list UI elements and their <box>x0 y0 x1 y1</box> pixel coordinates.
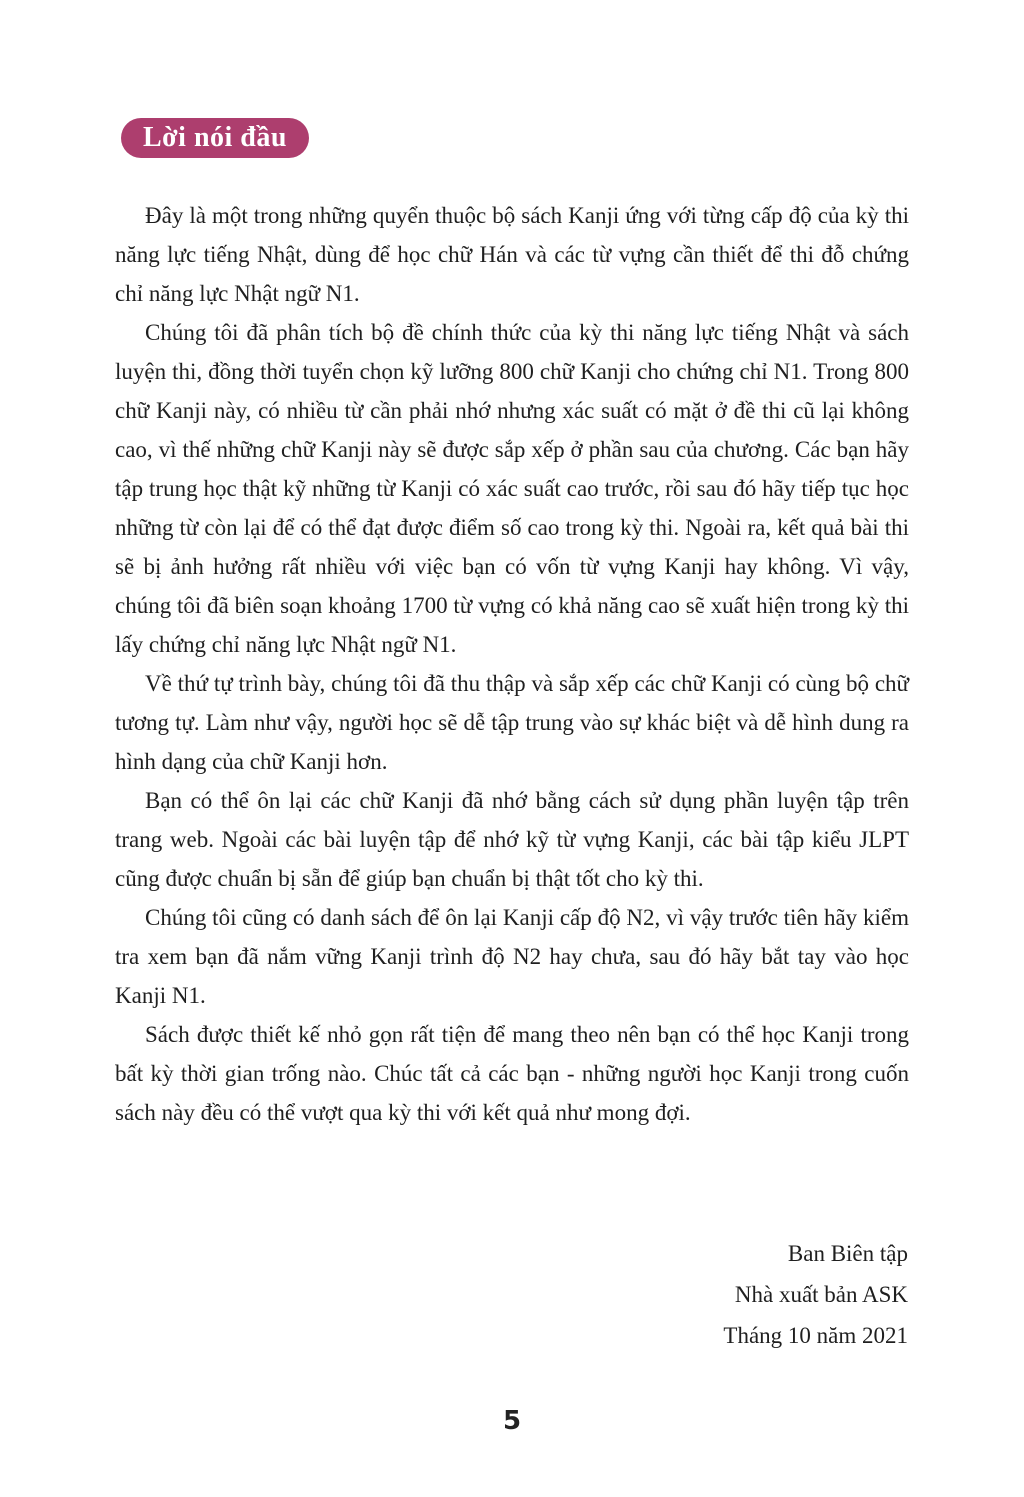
foreword-badge <box>121 118 309 158</box>
paragraph: Chúng tôi đã phân tích bộ đề chính thức của kỳ thi năng lực tiếng Nhật và sách luyện thi, đồng thời tuyển chọn kỹ lưỡng 800 chữ Kanji cho chứng chỉ N1. Trong 800 chữ Kanji này, có nhiều từ cần phải nhớ nhưng xác suất có mặt ở đề thi cũ lại không cao, vì thế những chữ Kanji này sẽ được sắp xếp ở phần sau của chương. Các bạn hãy tập trung học thật kỹ những từ Kanji có xác suất cao trước, rồi sau đó hãy tiếp tục học những từ còn lại để có thể đạt được điểm số cao trong kỳ thi. Ngoài ra, kết quả bài thi sẽ bị ảnh hưởng rất nhiều với việc bạn có vốn từ vựng Kanji hay không. Vì vậy, chúng tôi đã biên soạn khoảng 1700 từ vựng có khả năng cao sẽ xuất hiện trong kỳ thi lấy chứng chỉ năng lực Nhật ngữ N1. <box>115 320 909 657</box>
paragraph: Bạn có thể ôn lại các chữ Kanji đã nhớ bằng cách sử dụng phần luyện tập trên trang web. Ngoài các bài luyện tập để nhớ kỹ từ vựng Kanji, các bài tập kiểu JLPT cũng được chuẩn bị sẵn để giúp bạn chuẩn bị thật tốt cho kỳ thi. <box>115 788 909 891</box>
foreword-badge-label: Lời nói đầu <box>143 122 287 153</box>
paragraph: Về thứ tự trình bày, chúng tôi đã thu thập và sắp xếp các chữ Kanji có cùng bộ chữ tương tự. Làm như vậy, người học sẽ dễ tập trung vào sự khác biệt và dễ hình dung ra hình dạng của chữ Kanji hơn. <box>115 671 909 774</box>
signature-block <box>723 1233 908 1356</box>
signature-line-publisher: Nhà xuất bản ASK <box>734 1282 908 1307</box>
paragraph: Đây là một trong những quyển thuộc bộ sách Kanji ứng với từng cấp độ của kỳ thi năng lực tiếng Nhật, dùng để học chữ Hán và các từ vựng cần thiết để thi đỗ chứng chỉ năng lực Nhật ngữ N1. <box>115 203 909 306</box>
signature-line-editorial-board: Ban Biên tập <box>787 1241 908 1266</box>
paragraph: Chúng tôi cũng có danh sách để ôn lại Kanji cấp độ N2, vì vậy trước tiên hãy kiểm tra xem bạn đã nắm vững Kanji trình độ N2 hay chưa, sau đó hãy bắt tay vào học Kanji N1. <box>115 905 909 1008</box>
page-number: 5 <box>502 1406 522 1436</box>
paragraph: Sách được thiết kế nhỏ gọn rất tiện để mang theo nên bạn có thể học Kanji trong bất kỳ thời gian trống nào. Chúc tất cả các bạn - những người học Kanji trong cuốn sách này đều có thể vượt qua kỳ thi với kết quả như mong đợi. <box>115 1022 909 1125</box>
signature-line-date: Tháng 10 năm 2021 <box>723 1323 908 1348</box>
foreword-body <box>115 196 909 1132</box>
